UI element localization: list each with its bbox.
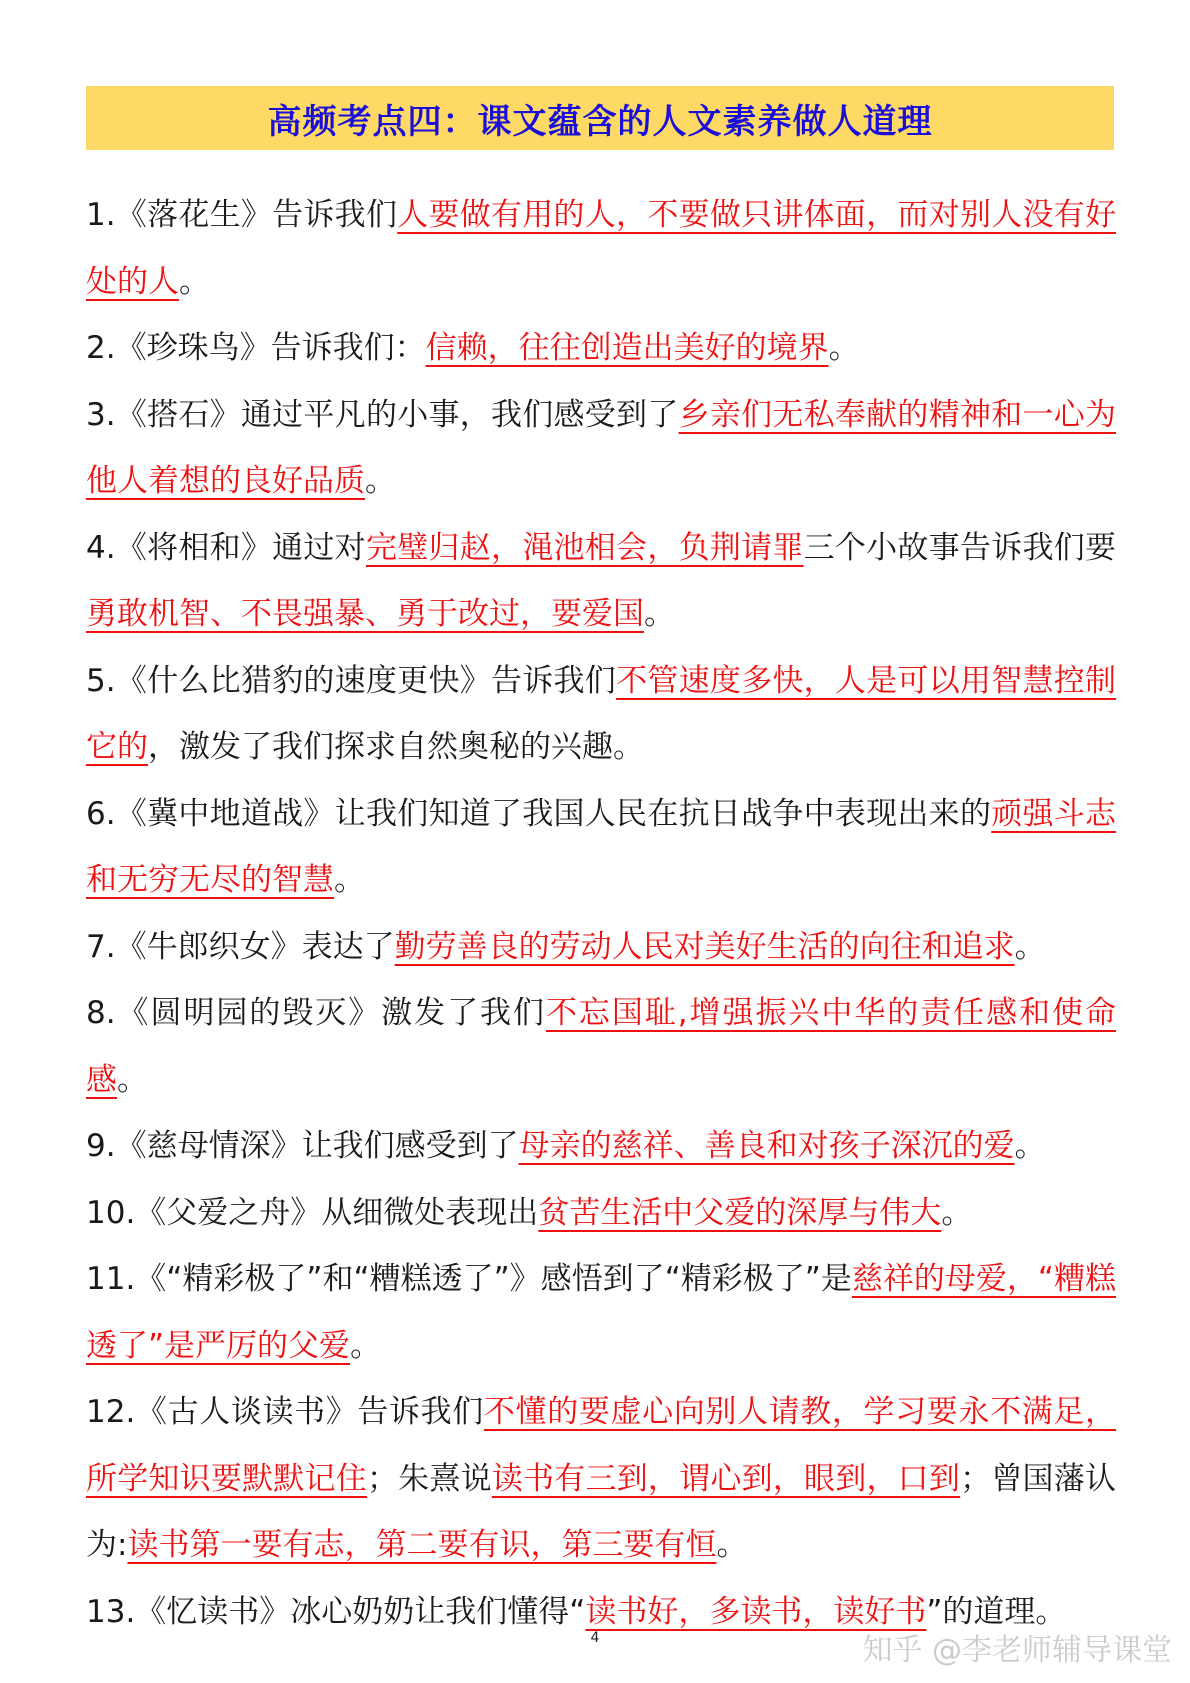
question-text: 5.《什么比猎豹的速度更快》告诉我们 xyxy=(86,662,617,699)
answer-text: 勇敢机智、不畏强暴、勇于改过，要爱国 xyxy=(86,596,644,632)
list-item xyxy=(86,914,1116,981)
question-text: 7.《牛郎织女》表达了 xyxy=(86,928,395,965)
list-item xyxy=(86,781,1116,914)
question-text: 11.《“精彩极了”和“糟糕透了”》感悟到了“精彩极了”是 xyxy=(86,1261,852,1297)
question-text: 。 xyxy=(716,1527,748,1563)
question-text: 6.《冀中地道战》让我们知道了我国人民在抗日战争中表现出来的 xyxy=(86,795,992,832)
question-text: 。 xyxy=(941,1194,973,1231)
page-title: 高频考点四：课文蕴含的人文素养做人道理 xyxy=(267,101,933,142)
question-text: 。 xyxy=(179,263,210,300)
question-text: 。 xyxy=(350,1327,382,1364)
answer-text: 慈祥的母爱，“糟糕透了”是严厉的父爱 xyxy=(86,1261,1116,1364)
answer-text: 勤劳善良的劳动人民对美好生活的向往和追求 xyxy=(394,928,1015,965)
title-banner xyxy=(86,86,1114,150)
list-item xyxy=(86,1113,1116,1180)
question-text: 2.《珍珠鸟》告诉我们： xyxy=(86,330,426,366)
list-item xyxy=(86,980,1116,1113)
question-text: 。 xyxy=(644,596,675,632)
answer-text: 不懂的要虚心向别人请教，学习要永不满足，所学知识要默默记住 xyxy=(86,1394,1116,1497)
question-text: ，激发了我们探求自然奥秘的兴趣。 xyxy=(148,729,644,765)
question-text: 。 xyxy=(1014,928,1046,965)
answer-text: 完璧归赵，渑池相会，负荆请罪 xyxy=(365,529,804,566)
question-text: 10.《父爱之舟》从细微处表现出 xyxy=(86,1194,539,1231)
question-text: 。 xyxy=(1014,1128,1046,1164)
question-text: ；朱熹说 xyxy=(366,1460,492,1497)
list-item xyxy=(86,315,1116,382)
answer-text: 顽强斗志和无穷无尽的智慧 xyxy=(86,795,1117,898)
question-text: 。 xyxy=(365,463,396,499)
list-item xyxy=(86,1379,1116,1579)
answer-text: 乡亲们无私奉献的精神和一心为他人着想的良好品质 xyxy=(86,396,1116,499)
question-text: ；曾国藩认为: xyxy=(86,1460,1116,1563)
list-item xyxy=(86,182,1116,315)
question-text: 。 xyxy=(334,862,365,898)
list-item xyxy=(86,515,1116,648)
answer-text: 读书有三到，谓心到，眼到，口到 xyxy=(491,1460,961,1497)
answer-text: 不忘国耻,增强振兴中华的责任感和使命感 xyxy=(86,995,1117,1098)
question-text: 三个小故事告诉我们要 xyxy=(803,529,1117,566)
question-text: 3.《搭石》通过平凡的小事，我们感受到了 xyxy=(86,396,679,433)
list-item xyxy=(86,1246,1116,1379)
question-text: 12.《古人谈读书》告诉我们 xyxy=(86,1394,484,1430)
answer-text: 读书好，多读书，读好书 xyxy=(585,1593,927,1630)
question-text: 。 xyxy=(117,1061,148,1098)
question-text: ”的道理。 xyxy=(926,1593,1067,1630)
page-number: 4 xyxy=(590,1630,600,1646)
watermark: 知乎 @李老师辅导课堂 xyxy=(862,1633,1172,1668)
question-text: 1.《落花生》告诉我们 xyxy=(86,197,398,233)
answer-text: 贫苦生活中父爱的深厚与伟大 xyxy=(538,1194,942,1231)
question-text: 8.《圆明园的毁灭》激发了我们 xyxy=(86,995,546,1031)
question-text: 。 xyxy=(828,330,860,366)
question-text: 13.《忆读书》冰心奶奶让我们懂得“ xyxy=(86,1593,586,1630)
question-text: 4.《将相和》通过对 xyxy=(86,529,366,566)
list-item xyxy=(86,1180,1116,1247)
answer-text: 母亲的慈祥、善良和对孩子深沉的爱 xyxy=(518,1128,1015,1164)
answer-text: 信赖，往往创造出美好的境界 xyxy=(425,330,829,366)
answer-text: 人要做有用的人，不要做只讲体面，而对别人没有好处的人 xyxy=(86,197,1117,300)
list-item xyxy=(86,382,1116,515)
list-item xyxy=(86,648,1116,781)
answer-list xyxy=(86,182,1116,1645)
answer-text: 读书第一要有志，第二要有识，第三要有恒 xyxy=(127,1527,717,1563)
answer-text: 不管速度多快，人是可以用智慧控制它的 xyxy=(86,662,1117,765)
question-text: 9.《慈母情深》让我们感受到了 xyxy=(86,1128,519,1164)
